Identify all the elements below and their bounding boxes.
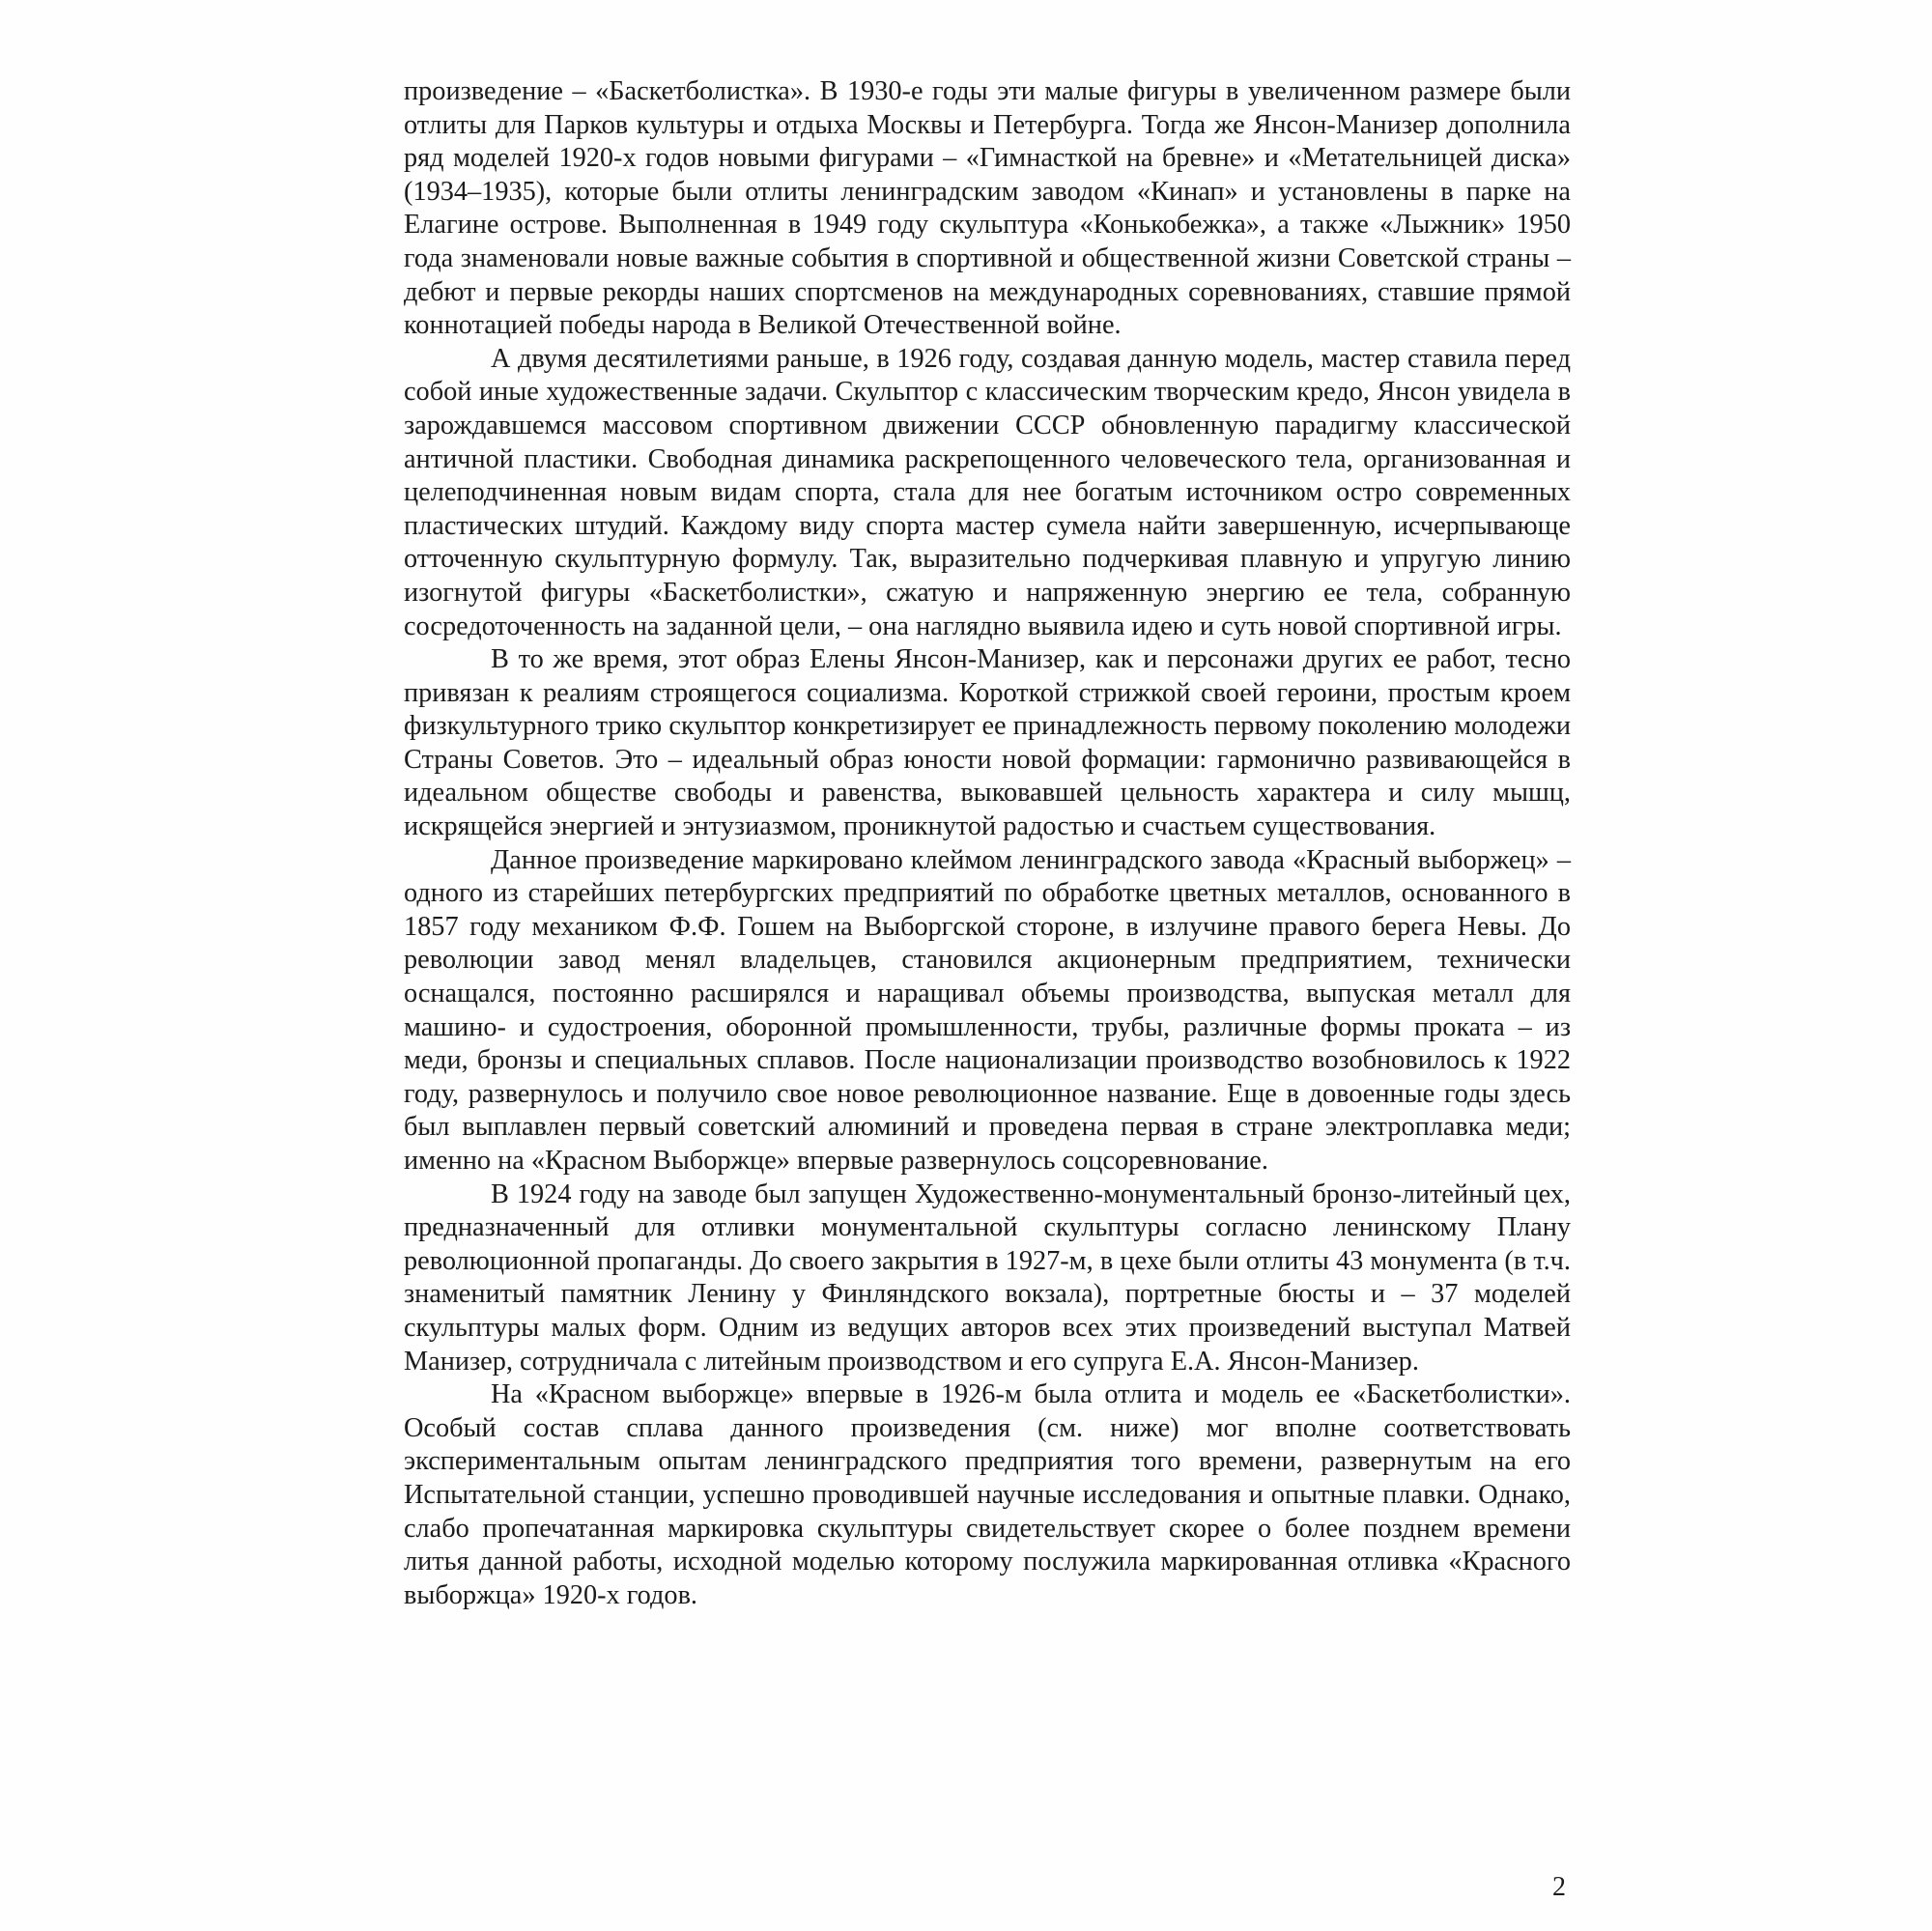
page-number: 2	[1552, 1872, 1566, 1902]
paragraph-continuation: произведение – «Баскетболистка». В 1930-е годы эти малые фигуры в увеличенном размере были отлиты для Парков культуры и отдыха Москвы и Петербурга. Тогда же Янсон-Манизер дополнила ряд моделей 1920-х годов новыми фигурами – «Гимнасткой на бревне» и «Метательницей диска» (1934–1935), которые были отлиты ленинградским заводом «Кинап» и установлены в парке на Елагине острове. Выполненная в 1949 году скульптура «Конькобежка», а также «Лыжник» 1950 года знаменовали новые важные события в спортивной и общественной жизни Советской страны – дебют и первые рекорды наших спортсменов на международных соревнованиях, ставшие прямой коннотацией победы народа в Великой Отечественной войне.	[404, 76, 1571, 341]
paragraph: В то же время, этот образ Елены Янсон-Манизер, как и персонажи других ее работ, тесно привязан к реалиям строящегося социализма. Короткой стрижкой своей героини, простым кроем физкультурного трико скульптор конкретизирует ее принадлежность первому поколению молодежи Страны Советов. Это – идеальный образ юности новой формации: гармонично развивающейся в идеальном обществе свободы и равенства, выковавшей цельность характера и силу мышц, искрящейся энергией и энтузиазмом, проникнутой радостью и счастьем существования.	[404, 644, 1571, 842]
body-text	[404, 75, 1571, 1612]
paragraph: На «Красном выборжце» впервые в 1926-м была отлита и модель ее «Баскетболистки». Особый состав сплава данного произведения (см. ниже) мог вполне соответствовать экспериментальным опытам ленинградского предприятия того времени, развернутым на его Испытательной станции, успешно проводившей научные исследования и опытные плавки. Однако, слабо пропечатанная маркировка скульптуры свидетельствует скорее о более позднем времени литья данной работы, исходной моделью которому послужила маркированная отливка «Красного выборжца» 1920-х годов.	[404, 1379, 1571, 1610]
paragraph: В 1924 году на заводе был запущен Художественно-монументальный бронзо-литейный цех, предназначенный для отливки монументальной скульптуры согласно ленинскому Плану революционной пропаганды. До своего закрытия в 1927-м, в цехе были отлиты 43 монумента (в т.ч. знаменитый памятник Ленину у Финляндского вокзала), портретные бюсты и – 37 моделей скульптуры малых форм. Одним из ведущих авторов всех этих произведений выступал Матвей Манизер, сотрудничала с литейным производством и его супруга Е.А. Янсон-Манизер.	[404, 1178, 1571, 1377]
paragraph: А двумя десятилетиями раньше, в 1926 году, создавая данную модель, мастер ставила перед собой иные художественные задачи. Скульптор с классическим творческим кредо, Янсон увидела в зарождавшемся массовом спортивном движении СССР обновленную парадигму классической античной пластики. Свободная динамика раскрепощенного человеческого тела, организованная и целеподчиненная новым видам спорта, стала для нее богатым источником остро современных пластических штудий. Каждому виду спорта мастер сумела найти завершенную, исчерпывающе отточенную скульптурную формулу. Так, выразительно подчеркивая плавную и упругую линию изогнутой фигуры «Баскетболистки», сжатую и напряженную энергию ее тела, собранную сосредоточенность на заданной цели, – она наглядно выявила идею и суть новой спортивной игры.	[404, 343, 1571, 641]
paragraph: Данное произведение маркировано клеймом ленинградского завода «Красный выборжец» – одного из старейших петербургских предприятий по обработке цветных металлов, основанного в 1857 году механиком Ф.Ф. Гошем на Выборгской стороне, в излучине правого берега Невы. До революции завод менял владельцев, становился акционерным предприятием, технически оснащался, постоянно расширялся и наращивал объемы производства, выпуская металл для машино- и судостроения, оборонной промышленности, трубы, различные формы проката – из меди, бронзы и специальных сплавов. После национализации производство возобновилось к 1922 году, развернулось и получило свое новое революционное название. Еще в довоенные годы здесь был выплавлен первый советский алюминий и проведена первая в стране электроплавка меди; именно на «Красном Выборжце» впервые развернулось соцсоревнование.	[404, 844, 1571, 1176]
